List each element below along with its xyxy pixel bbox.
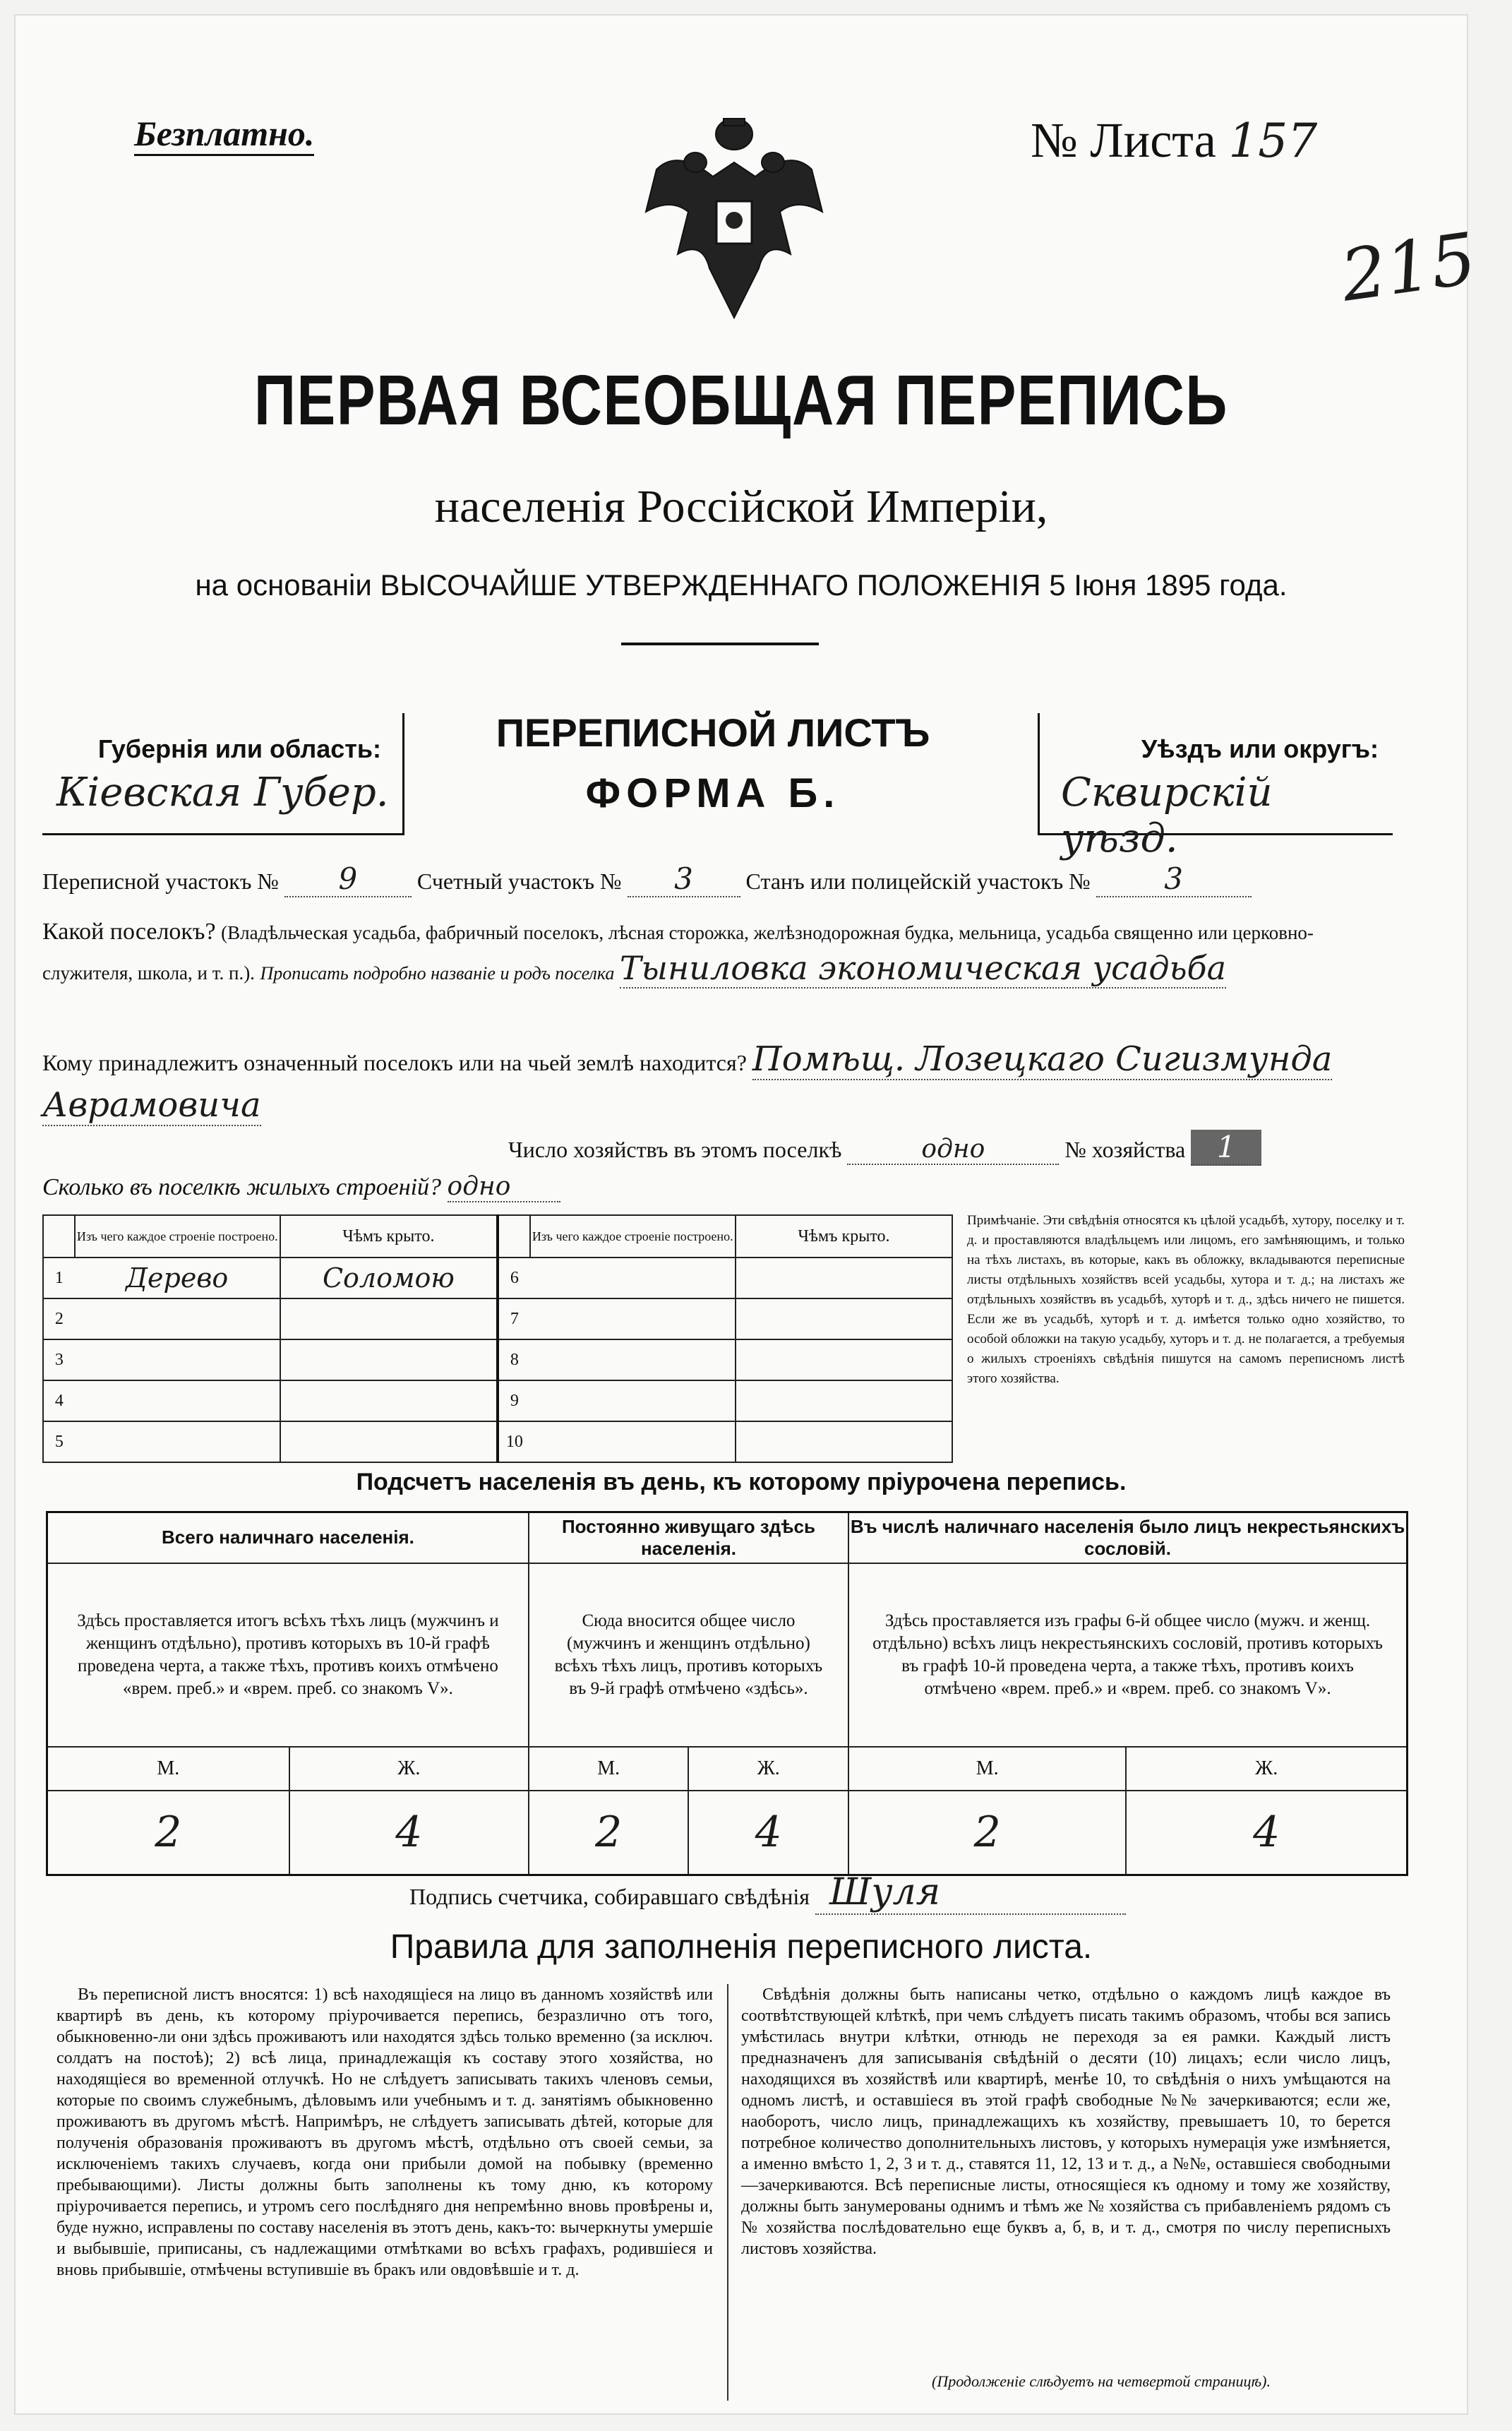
schetny-label: Счетный участокъ № — [416, 868, 622, 894]
signature-line — [409, 1871, 1126, 1915]
count-value: 4 — [1126, 1791, 1407, 1875]
buildings-table — [42, 1214, 953, 1463]
roof-cell: Соломою — [280, 1258, 498, 1298]
table-row: 4 9 — [43, 1380, 952, 1421]
page-subtitle: населенія Россійской Имперіи, — [434, 481, 1048, 532]
census-sheet — [14, 14, 1482, 2415]
count-value: 4 — [289, 1791, 529, 1875]
schetny-value: 3 — [628, 861, 740, 897]
col-roof-left: Чѣмъ крыто. — [280, 1215, 498, 1258]
permanent-desc: Сюда вносится общее число (мужчинъ и женщинъ отдѣльно) всѣхъ тѣхъ лицъ, противъ которыхъ въ 9-й графѣ отмѣчено «здѣсь». — [529, 1563, 848, 1747]
poselok-hint: (Владѣльческая усадьба, фабричный поселокъ, лѣсная сторожка, желѣзнодорожная будка, мельница, усадьба священно или церковно-служителя, школа, и т. п.). — [42, 922, 1314, 984]
total-present-desc: Здѣсь проставляется итогъ всѣхъ тѣхъ лицъ (мужчинъ и женщинъ отдѣльно), противъ которыхъ въ 10-й графѣ проведена черта, а также тѣхъ, противъ коихъ отмѣчено «врем. преб.» и «врем. преб. со знакомъ V». — [47, 1563, 529, 1747]
signature-value: Шуля — [815, 1871, 1126, 1915]
table-row: 2 7 — [43, 1298, 952, 1339]
table-row: 5 10 — [43, 1421, 952, 1462]
non-peasant-desc: Здѣсь проставляется изъ графы 6-й общее число (мужч. и женщ. отдѣльно) всѣхъ лицъ некрестьянскихъ сословій, противъ которыхъ въ графѣ 10-й проведена черта, а также тѣхъ, противъ коихъ отмѣчено «врем. преб.» и «врем. преб. со знакомъ V». — [848, 1563, 1407, 1747]
page-title: ПЕРВАЯ ВСЕОБЩАЯ ПЕРЕПИСЬ — [253, 361, 1229, 440]
male-label: М. — [848, 1747, 1126, 1791]
rules-title: Правила для заполненія переписного листа. — [390, 1928, 1093, 1966]
households-label: Число хозяйствъ въ этомъ поселкѣ — [508, 1137, 842, 1162]
stan-value: 3 — [1096, 861, 1252, 897]
uezd-label: Уѣздъ или округъ: — [1141, 734, 1379, 763]
poselok-block — [42, 914, 1398, 991]
free-label: Безплатно. — [134, 113, 314, 156]
poselok-hint-italic: Прописать подробно названіе и родъ поселка — [260, 963, 615, 984]
poselok-label: Какой поселокъ? — [42, 919, 216, 945]
count-value: 2 — [47, 1791, 289, 1875]
archive-side-number: 215 — [1336, 217, 1482, 318]
stan-label: Станъ или полицейскій участокъ № — [745, 868, 1091, 894]
sheet-number — [1031, 113, 1317, 169]
owner-block — [42, 1038, 1398, 1130]
sheet-number-label: № Листа — [1031, 114, 1216, 168]
uchastok-label: Переписной участокъ № — [42, 868, 279, 894]
female-label: Ж. — [688, 1747, 848, 1791]
household-no-label: № хозяйства — [1064, 1137, 1186, 1162]
female-label: Ж. — [289, 1747, 529, 1791]
households-value: одно — [847, 1135, 1059, 1165]
col-material-right: Изъ чего каждое строеніе построено. — [530, 1215, 736, 1258]
rules-column-divider — [727, 1984, 728, 2401]
double-headed-eagle-emblem — [628, 106, 840, 346]
count-value: 4 — [688, 1791, 848, 1875]
households-line — [508, 1130, 1261, 1166]
col-roof-right: Чѣмъ крыто. — [736, 1215, 952, 1258]
count-value: 2 — [848, 1791, 1126, 1875]
owner-value: Помѣщ. Лозецкаго Сигизмунда Аврамовича — [42, 1039, 1333, 1125]
uchastok-value: 9 — [284, 861, 412, 897]
uezd-block — [1038, 713, 1393, 861]
non-peasant-title: Въ числѣ наличнаго населенія было лицъ некрестьянскихъ сословій. — [848, 1512, 1407, 1563]
population-count-table — [46, 1511, 1408, 1876]
col-material-left: Изъ чего каждое строеніе построено. — [75, 1215, 280, 1258]
male-label: М. — [529, 1747, 689, 1791]
title-divider — [621, 643, 819, 645]
count-heading: Подсчетъ населенія въ день, къ которому пріурочена перепись. — [356, 1469, 1127, 1495]
owner-label: Кому принадлежитъ означенный поселокъ или на чьей землѣ находится? — [42, 1050, 747, 1075]
material-cell: Дерево — [75, 1258, 280, 1298]
form-title: ПЕРЕПИСНОЙ ЛИСТЪ — [496, 710, 930, 755]
sheet-number-value: 157 — [1228, 114, 1318, 168]
uchastok-line — [42, 861, 1398, 897]
table-row: 3 8 — [43, 1339, 952, 1380]
gubernia-value: Кіевская Губер. — [56, 770, 389, 816]
uezd-value: Сквирскій уѣзд. — [1061, 770, 1273, 861]
rules-left-column: Въ переписной листъ вносятся: 1) всѣ находящіеся на лицо въ данномъ хозяйствѣ или квартирѣ въ день, къ которому пріурочивается перепись, безразлично отъ того, обыкновенно-ли они здѣсь проживаютъ или находятся здѣсь только временно (за исключ. солдатъ на постоѣ); 2) всѣ лица, принадлежащія къ составу этого хозяйства, но находящіеся во временной отлучкѣ. Но не слѣдуетъ записывать такихъ членовъ семьи, которые по своимъ служебнымъ, дѣловымъ или учебнымъ и т. д. занятіямъ обыкновенно проживаютъ въ другомъ мѣстѣ. Напримѣръ, не слѣдуетъ записывать дѣтей, которые для полученія образованія проживаютъ въ другомъ мѣстѣ, отдѣльно отъ своей семьи, за исключеніемъ такихъ случаевъ, когда они прибыли домой на побывку (временно пребывающими). Листы должны быть заполнены къ тому дню, къ которому пріурочивается перепись, и утромъ сего послѣдняго дня непремѣнно вновь провѣрены и, буде нужно, исправлены по составу населенія въ этотъ день, какъ-то: вычеркнуты умершіе и выбывшіе, приписаны, съ надлежащими отмѣтками во всѣхъ графахъ, родившіеся и вновь прибывшіе, отмѣчены вступившіе въ бракъ или овдовѣвшіе и т. д. — [56, 1985, 713, 2279]
gubernia-label: Губернія или область: — [97, 734, 381, 763]
legal-basis: на основаніи ВЫСОЧАЙШЕ УТВЕРЖДЕННАГО ПОЛОЖЕНІЯ 5 Іюня 1895 года. — [195, 568, 1288, 602]
buildings-line — [42, 1172, 560, 1202]
signature-label: Подпись счетчика, собиравшаго свѣдѣнія — [409, 1884, 810, 1909]
count-value: 2 — [529, 1791, 689, 1875]
male-label: М. — [47, 1747, 289, 1791]
table-row: 1 Дерево Соломою 6 — [43, 1258, 952, 1298]
total-present-title: Всего наличнаго населенія. — [47, 1512, 529, 1563]
buildings-label: Сколько въ поселкѣ жилыхъ строеній? — [42, 1174, 442, 1200]
buildings-table-header — [43, 1215, 952, 1258]
permanent-title: Постоянно живущаго здѣсь населенія. — [529, 1512, 848, 1563]
household-no-value: 1 — [1191, 1130, 1261, 1166]
buildings-value: одно — [448, 1172, 560, 1202]
form-name: ФОРМА Б. — [585, 770, 841, 816]
rules-right-column: Свѣдѣнія должны быть написаны четко, отдѣльно о каждомъ лицѣ каждое въ соотвѣтствующей клѣткѣ, при чемъ слѣдуетъ писать такимъ образомъ, чтобы вся запись умѣстилась внутри клѣтки, отнюдь не переходя за ея рамки. Каждый листъ предназначенъ для записыванія свѣдѣній о десяти (10) лицахъ; если число лицъ, находящихся въ хозяйствѣ или квартирѣ, менѣе 10, то свѣдѣнія о нихъ умѣщаются на одномъ листѣ, и оставшіеся въ этой графѣ свободные №№ зачеркиваются; если же, наоборотъ, число лицъ, принадлежащихъ къ хозяйству, превышаетъ 10, то берется потребное количество дополнительныхъ листовъ, у которыхъ нумерація уже измѣняется, а именно вмѣсто 1, 2, 3 и т. д., ставятся 11, 12, 13 и т. д., а №№, оставшіеся свободными—зачеркиваются. Всѣ переписные листы, относящіеся къ одному и тому же хозяйству, должны быть занумерованы однимъ и тѣмъ же № хозяйства съ прибавленіемъ рядомъ съ № хозяйства послѣдовательно еще буквъ а, б, в, и т. д., смотря по числу переписныхъ листовъ хозяйства. — [741, 1985, 1391, 2258]
buildings-note: Примѣчаніе. Эти свѣдѣнія относятся къ цѣлой усадьбѣ, хутору, поселку и т. д. и проставляются владѣльцемъ или лицомъ, его замѣняющимъ, и только на тѣхъ листахъ, въ которые, какъ въ обложку, вкладываются переписные листы отдѣльныхъ хозяйствъ всей усадьбы, хутора и т. д.; на листахъ же отдѣльныхъ хозяйствъ въ усадьбѣ, хуторѣ и т. д., здѣсь ничего не пишется. Если же въ усадьбѣ, хуторѣ и т. д. имѣется только одно хозяйство, то особой обложки на такую усадьбу, хуторъ и т. д. не полагается, а требуемыя о жилыхъ строеніяхъ свѣдѣнія пишутся на самомъ переписномъ листѣ этого хозяйства. — [967, 1213, 1405, 1386]
female-label: Ж. — [1126, 1747, 1407, 1791]
rules-continued: (Продолженіе слѣдуетъ на четвертой страницѣ). — [932, 2372, 1271, 2390]
poselok-value: Тыниловка экономическая усадьба — [619, 949, 1227, 987]
gubernia-block — [42, 713, 404, 835]
